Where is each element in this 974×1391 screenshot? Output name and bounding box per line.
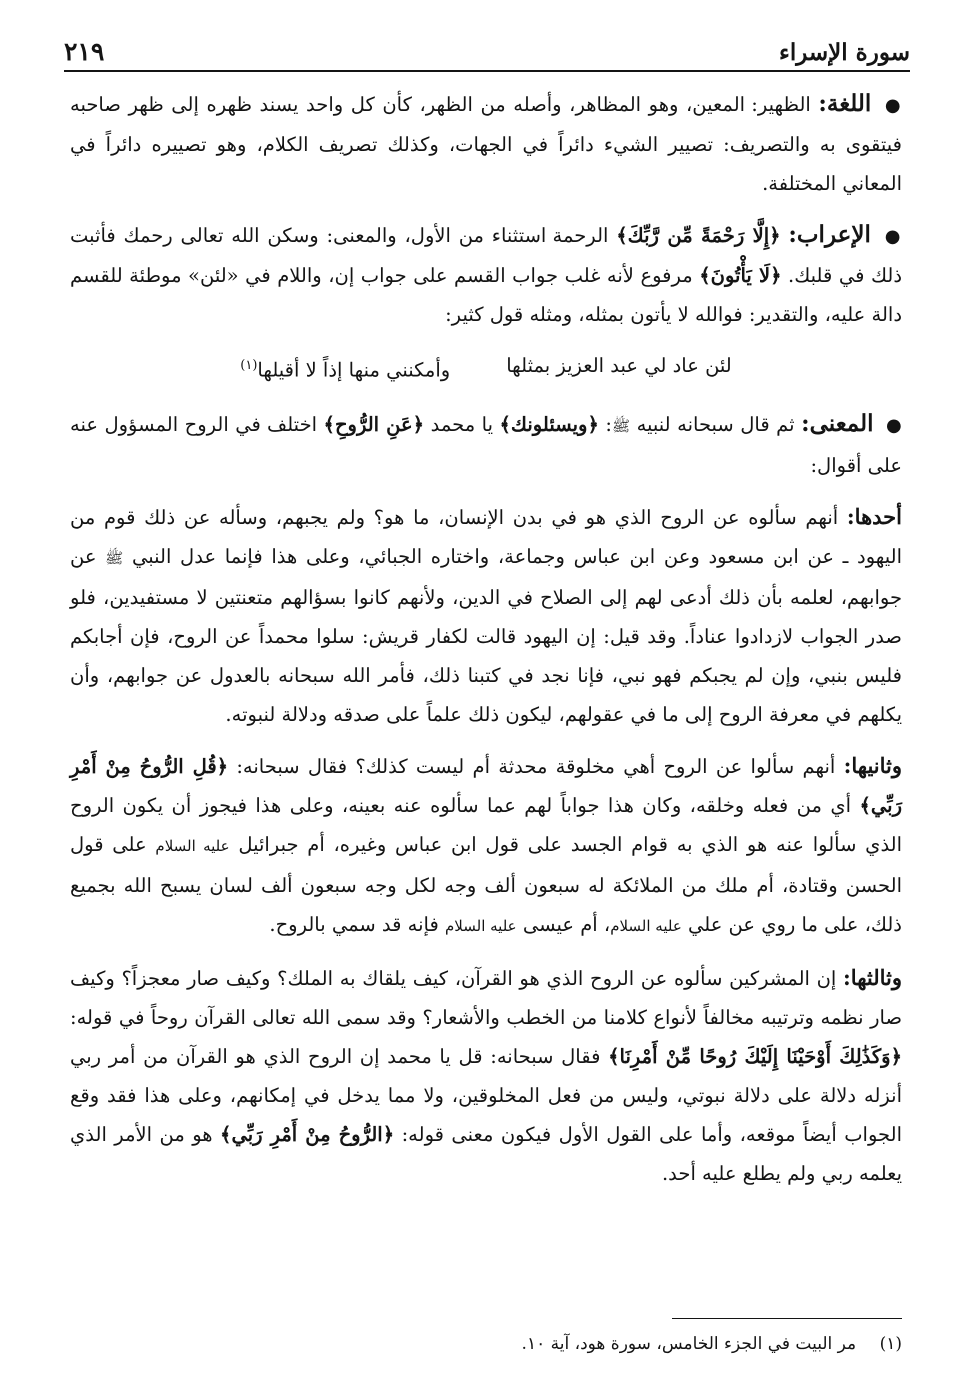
second-label: وثانيها:: [843, 752, 903, 778]
mana-section: [70, 404, 902, 485]
mana-text: :: [605, 412, 612, 436]
third-label: وثالثها:: [843, 964, 902, 990]
second-text: أي من فعله وخلقه، وكان هذا جواباً لهم عما سألوه عنه بعينه، وعلى هذا فيجوز أن يكون الروح الذي سألوا عنه هو الذي به قوام الجسد على قول ابن عباس وغيره، أم جبرائيل: [70, 793, 903, 856]
verse-hemistich-left: وأمكنني منها إذاً لا أقيلها$^{(١)}$: [240, 358, 451, 382]
quran-quote: ﴿الرُّوحُ مِنْ أَمْرِ رَبِّي﴾: [220, 1122, 395, 1146]
verse-hemistich-right: لئن عاد لي عبد العزيز بمثلها: [506, 354, 732, 377]
first-text: عن جوابهم، لعلمه بأن ذلك أدعى لهم إلى الصلاح في الدين، ولأنهم كانوا بسؤالهم متعنتين لا مستفيدين، فلو صدر الجواب لازدادوا عناداً. وقد قيل: إن اليهود قالت لكفار قريش: سلوا محمداً عن الروح، فإن أجابكم فليس بنبي، وإن لم يجبكم فهو نبي، فإنا نجد في كتبنا ذلك، فأمر الله سبحانه بالعدول عن جوابهم، وأن يكلهم في معرفة الروح إلى ما في عقولهم، ليكون ذلك علماً على صدقه ودلالة لنبوته.: [70, 544, 902, 726]
alayhi-salam-glyph: عليه السلام: [445, 916, 517, 935]
salawat-glyph: ﷺ: [105, 548, 124, 567]
irab-text: مرفوع لأنه غلب جواب القسم على جواب إن، واللام في «لئن» موطئة للقسم دالة عليه، والتقدير: فوالله لا يأتون بمثله، ومثله قول كثير:: [70, 264, 902, 326]
irab-section: [70, 215, 902, 334]
bullet-icon: ●: [886, 414, 903, 436]
third-text: فقال سبحانه: قل يا محمد إن الروح الذي هو القرآن من أمر ربي أنزله دلالة على دلالة نبوتي، وليس من فعل المخلوقين، ولا مما يدخل في إمكانهم، وعلى هذا فقد وقع الجواب أيضاً موقعه، وأما على القول الأول فيكون معنى قوله:: [70, 1044, 902, 1146]
second-text: أنهم سألوا عن الروح أهي مخلوقة محدثة أم ليست كذلك؟ فقال سبحانه:: [236, 754, 836, 778]
mana-text: يا محمد: [430, 412, 493, 436]
alayhi-salam-glyph: عليه السلام: [155, 836, 230, 855]
lugha-section: [70, 84, 902, 203]
irab-label: الإعراب:: [788, 221, 871, 248]
quran-quote: ﴿لَا يَأْتُونَ﴾: [699, 264, 782, 287]
first-label: أحدها:: [846, 503, 902, 529]
footnote: [70, 1330, 902, 1358]
alayhi-salam-glyph: عليه السلام: [610, 916, 682, 935]
quran-quote: ﴿ويسئلونك﴾: [499, 412, 599, 436]
poetry-verse: [70, 346, 902, 390]
second-text: فإنه قد سمي بالروح.: [269, 912, 439, 936]
third-text: إن المشركين سألوه عن الروح الذي هو القرآن، كيف يلقاك به الملك؟ وكيف صار معجزاً؟ وكيف صار نظمه وترتيبه مخالفاً لأنواع كلامنا من الخطب والأشعار؟ وقد سمى الله تعالى القرآن روحاً في قوله:: [70, 966, 902, 1029]
running-header: [64, 28, 910, 72]
first-opinion: [70, 497, 902, 734]
quran-quote: ﴿وَكَذَٰلِكَ أَوْحَيْنَا إِلَيْكَ رُوحًا مِّنْ أَمْرِنَا﴾: [608, 1044, 903, 1068]
bullet-icon: ●: [884, 226, 902, 247]
first-text: أنهم سألوه عن الروح الذي هو في بدن الإنسان، ما هو؟ ولم يجبهم، وسأله عن ذلك قوم من اليهود ـ عن ابن مسعود وعن ابن عباس وجماعة، واختاره الجبائي، وعلى هذا فإنما عدل النبي: [70, 505, 903, 568]
surah-title: سورة الإسراء: [779, 39, 910, 66]
bullet-icon: ●: [884, 95, 902, 116]
mana-label: المعنى:: [801, 409, 874, 437]
lugha-label: اللغة:: [818, 90, 872, 117]
second-text: على قول الحسن وقتادة، أم ملك من الملائكة له سبعون ألف وجه لكل وجه سبعون ألف لسان يسبح الله بجميع ذلك، على ما روي عن علي: [70, 832, 902, 936]
footnote-divider: [672, 1318, 902, 1319]
third-text: هو من الأمر الذي يعلمه ربي ولم يطلع عليه أحد.: [70, 1122, 902, 1185]
lugha-text: الظهير: المعين، وهو المظاهر، وأصله من الظهر، كأن كل واحد يسند ظهره إلى ظهر صاحبه فيتقوى به والتصريف: تصيير الشيء دائراً في الجهات، وكذلك تصريف الكلام، وهو تصييره دائراً في المعاني المختلفة.: [70, 93, 902, 195]
mana-text: اختلف في الروح المسؤول عنه على أقوال:: [70, 412, 902, 477]
third-opinion: [70, 958, 902, 1193]
quran-quote: ﴿قُلِ الرُّوحُ مِنْ أَمْرِ رَبِّي﴾: [70, 754, 902, 817]
quran-quote: ﴿عَنِ الرُّوحِ﴾: [323, 412, 425, 436]
footnote-mark: (١): [879, 1334, 902, 1354]
second-text: ، أم عيسى: [522, 912, 611, 936]
footnote-ref[interactable]: (١): [240, 358, 258, 373]
mana-text: ثم قال سبحانه لنبيه: [636, 412, 795, 436]
main-text: [70, 84, 902, 1205]
second-opinion: [70, 746, 902, 946]
salawat-glyph: ﷺ: [611, 416, 631, 435]
irab-text: الرحمة استثناء من الأول، والمعنى: وسكن الله تعالى رحمك فأثبت ذلك في قلبك.: [70, 224, 903, 287]
footnote-text: مر البيت في الجزء الخامس، سورة هود، آية ١٠.: [521, 1334, 857, 1354]
quran-quote: ﴿إِلَّا رَحْمَةً مِّن رَّبِّكَ﴾: [616, 224, 781, 247]
page-number: ٢١٩: [64, 37, 105, 66]
